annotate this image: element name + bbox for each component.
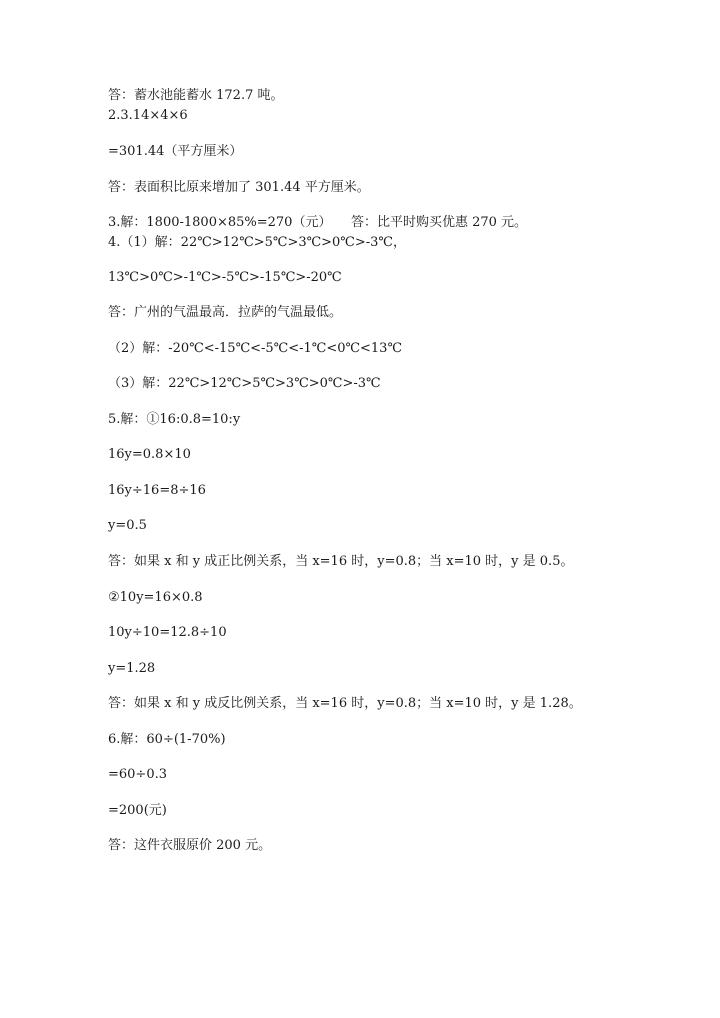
problem-4-part-1-line: 4.（1）解：22℃>12℃>5℃>3℃>0℃>-3℃，: [108, 235, 406, 250]
problem-4-order-line: 13℃>0℃>-1℃>-5℃>-15℃>-20℃: [108, 270, 342, 285]
problem-4-part-3-line: （3）解：22℃>12℃>5℃>3℃>0℃>-3℃: [108, 376, 381, 391]
problem-6-result-line: =200(元): [108, 803, 167, 818]
problem-6-expression-line: 6.解：60÷(1-70%): [108, 732, 226, 747]
problem-5-answer-2-line: 答：如果 x 和 y 成反比例关系，当 x=16 时，y=0.8；当 x=10 时，y 是 1.28。: [108, 696, 582, 711]
problem-6-step-line: =60÷0.3: [108, 767, 168, 782]
problem-4-answer-line: 答：广州的气温最高．拉萨的气温最低。: [108, 305, 343, 320]
problem-5-step-2-line: 16y÷16=8÷16: [108, 483, 206, 498]
problem-6-answer-line: 答：这件衣服原价 200 元。: [108, 838, 272, 853]
problem-2-expression-line: 2.3.14×4×6: [108, 108, 188, 123]
problem-4-part-2-line: （2）解：-20℃<-15℃<-5℃<-1℃<0℃<13℃: [108, 341, 402, 356]
problem-3-line: 3.解：1800-1800×85%=270（元） 答：比平时购买优惠 270 元。: [108, 215, 528, 230]
problem-2-answer-line: 答：表面积比原来增加了 301.44 平方厘米。: [108, 180, 370, 195]
problem-5-result-2-line: y=1.28: [108, 661, 156, 676]
problem-5-result-1-line: y=0.5: [108, 518, 147, 533]
problem-5-step-3-line: 10y÷10=12.8÷10: [108, 625, 227, 640]
problem-2-result-line: =301.44（平方厘米）: [108, 144, 243, 159]
problem-5-answer-1-line: 答：如果 x 和 y 成正比例关系，当 x=16 时，y=0.8；当 x=10 时，y 是 0.5。: [108, 554, 574, 569]
answer-reservoir-line: 答：蓄水池能蓄水 172.7 吨。: [108, 88, 284, 103]
problem-5-proportion-line: 5.解：①16:0.8=10:y: [108, 412, 241, 427]
problem-5-part-2-line: ②10y=16×0.8: [108, 590, 203, 605]
problem-5-step-1-line: 16y=0.8×10: [108, 447, 191, 462]
